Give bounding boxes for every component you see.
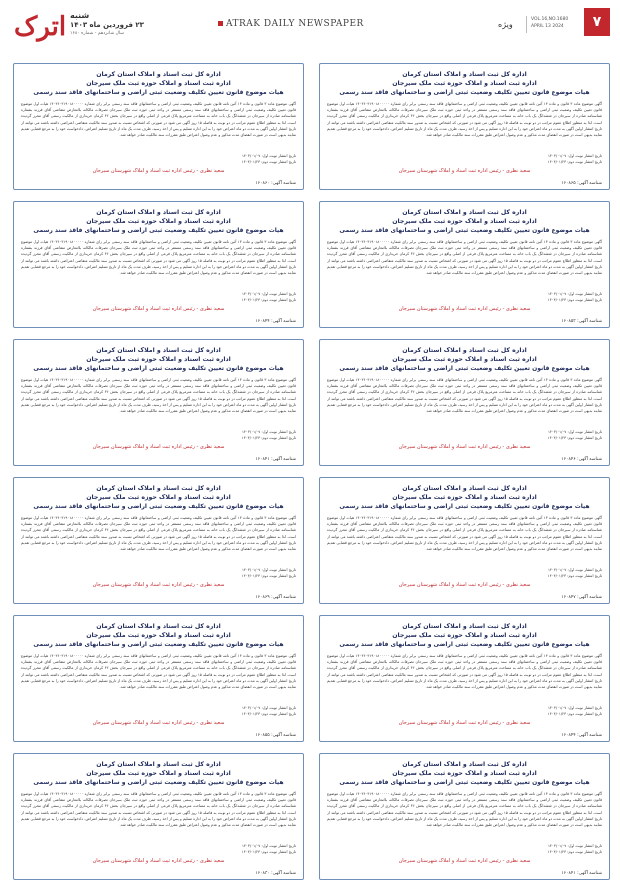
notice-l6 (13, 753, 304, 880)
notice-r5 (319, 615, 610, 742)
date-second: تاریخ انتشار نوبت دوم: ۱۴۰۳/۰۱/۲۳ (241, 712, 296, 716)
date-second: تاریخ انتشار نوبت دوم: ۱۴۰۳/۰۱/۲۳ (547, 298, 602, 302)
notice-id-value: ۱۶۰۸۶۹ (255, 595, 270, 600)
date-second: تاریخ انتشار نوبت دوم: ۱۴۰۳/۰۱/۲۳ (547, 160, 602, 164)
notice-title-3: هیات موضوع قانون تعیین تکلیف وضعیت ثبتی اراضی و ساختمانهای فاقد سند رسمی (339, 779, 590, 786)
notice-title-2: اداره ثبت اسناد و املاک حوزه ثبت ملک سیرجان (392, 494, 537, 501)
notice-l3 (13, 339, 304, 466)
issue-info: سال شانزدهم - شماره ۱۶۸۰ (70, 31, 124, 36)
notice-dates (21, 429, 296, 441)
notice-id-value: ۱۶۰۸۴۱ (561, 871, 576, 876)
notice-title-3: هیات موضوع قانون تعیین تکلیف وضعیت ثبتی اراضی و ساختمانهای فاقد سند رسمی (339, 641, 590, 648)
date-second: تاریخ انتشار نوبت دوم: ۱۴۰۳/۰۱/۲۳ (547, 850, 602, 854)
notice-title-3: هیات موضوع قانون تعیین تکلیف وضعیت ثبتی اراضی و ساختمانهای فاقد سند رسمی (33, 89, 284, 96)
notice-id-label: شناسه آگهی: (271, 871, 296, 876)
notice-title-3: هیات موضوع قانون تعیین تکلیف وضعیت ثبتی اراضی و ساختمانهای فاقد سند رسمی (339, 227, 590, 234)
notice-dates (21, 567, 296, 579)
notice-id (561, 457, 602, 462)
notice-dates (327, 153, 602, 165)
notice-title-3: هیات موضوع قانون تعیین تکلیف وضعیت ثبتی اراضی و ساختمانهای فاقد سند رسمی (339, 503, 590, 510)
date-second: تاریخ انتشار نوبت دوم: ۱۴۰۳/۰۱/۲۳ (241, 436, 296, 440)
notice-id (561, 871, 602, 876)
notice-dates (327, 705, 602, 717)
notice-signature: سعید نظری - رئیس اداره ثبت اسناد و املاک شهرستان سیرجان (92, 306, 225, 312)
date-first: تاریخ انتشار نوبت اول: ۱۴۰۳/۰۱/۰۷ (547, 844, 602, 848)
notice-title-1: اداره کل ثبت اسناد و املاک استان کرمان (402, 623, 527, 630)
notice-id (561, 319, 602, 324)
notice-r4 (319, 477, 610, 604)
notice-id-label: شناسه آگهی: (271, 733, 296, 738)
notice-title-2: اداره ثبت اسناد و املاک حوزه ثبت ملک سیرجان (392, 80, 537, 87)
notice-title-1: اداره کل ثبت اسناد و املاک استان کرمان (96, 485, 221, 492)
notice-id (255, 595, 296, 600)
date-first: تاریخ انتشار نوبت اول: ۱۴۰۳/۰۱/۰۷ (547, 154, 602, 158)
notice-id-value: ۱۶۰۸۶۵ (561, 181, 576, 186)
notice-id (561, 181, 602, 186)
notice-title-1: اداره کل ثبت اسناد و املاک استان کرمان (402, 347, 527, 354)
notice-id (255, 871, 296, 876)
notice-signature: سعید نظری - رئیس اداره ثبت اسناد و املاک شهرستان سیرجان (398, 720, 531, 726)
notice-l2 (13, 201, 304, 328)
notice-title-2: اداره ثبت اسناد و املاک حوزه ثبت ملک سیرجان (392, 632, 537, 639)
notice-r6 (319, 753, 610, 880)
notice-title-3: هیات موضوع قانون تعیین تکلیف وضعیت ثبتی اراضی و ساختمانهای فاقد سند رسمی (33, 365, 284, 372)
notice-body: آگهی موضوع ماده ۳ قانون و ماده ۱۳ آئین نامه قانون تعیین تکلیف وضعیت ثبتی اراضی و ساختمانهای فاقد سند رسمی برابر رای شماره ۱۴۰۳۶۰۳۱۹۰۱۸۰۰۰۰۰ هیات اول موضوع قانون تعیین تکلیف وضعیت ثبتی اراضی و ساختمانهای فاقد سند رسمی مستقر در واحد ثبتی حوزه ثبت ملک سیرجان تصرفات مالکانه بلامعارض متقاضی آقای فرزند بشماره شناسنامه صادره از سیرجان در ششدانگ یک باب خانه به مساحت مترمربع پلاک فرعی از اصلی واقع در سیرجان بخش ۳۶ کرمان خریداری از مالکیت رسمی آقای محرز گردیده است. لذا به منظور اطلاع عموم مراتب در دو نوبت به فاصله ۱۵ روز آگهی می شود در صورتی که اشخاص نسبت به صدور سند مالکیت متقاضی اعتراضی داشته باشند می توانند از تاریخ انتشار اولین آگهی به مدت دو ماه اعتراض خود را به این اداره تسلیم و پس از اخذ رسید، ظرف مدت یک ماه از تاریخ تسلیم اعتراض، دادخواست خود را به مرجع قضایی تقدیم نمایند بدیهی است در صورت انقضای مدت مذکور و عدم وصول اعتراض طبق مقررات سند مالکیت صادر خواهد شد. (21, 654, 296, 690)
notice-title-2: اداره ثبت اسناد و املاک حوزه ثبت ملک سیرجان (86, 80, 231, 87)
notice-id-label: شناسه آگهی: (577, 319, 602, 324)
notice-id-value: ۱۶۰۸۴۱ (255, 457, 270, 462)
notice-body: آگهی موضوع ماده ۳ قانون و ماده ۱۳ آئین نامه قانون تعیین تکلیف وضعیت ثبتی اراضی و ساختمانهای فاقد سند رسمی برابر رای شماره ۱۴۰۳۶۰۳۱۹۰۱۸۰۰۰۰۰ هیات اول موضوع قانون تعیین تکلیف وضعیت ثبتی اراضی و ساختمانهای فاقد سند رسمی مستقر در واحد ثبتی حوزه ثبت ملک سیرجان تصرفات مالکانه بلامعارض متقاضی آقای فرزند بشماره شناسنامه صادره از سیرجان در ششدانگ یک باب خانه به مساحت مترمربع پلاک فرعی از اصلی واقع در سیرجان بخش ۳۶ کرمان خریداری از مالکیت رسمی آقای محرز گردیده است. لذا به منظور اطلاع عموم مراتب در دو نوبت به فاصله ۱۵ روز آگهی می شود در صورتی که اشخاص نسبت به صدور سند مالکیت متقاضی اعتراضی داشته باشند می توانند از تاریخ انتشار اولین آگهی به مدت دو ماه اعتراض خود را به این اداره تسلیم و پس از اخذ رسید، ظرف مدت یک ماه از تاریخ تسلیم اعتراض، دادخواست خود را به مرجع قضایی تقدیم نمایند بدیهی است در صورت انقضای مدت مذکور و عدم وصول اعتراض طبق مقررات سند مالکیت صادر خواهد شد. (21, 792, 296, 828)
notice-signature: سعید نظری - رئیس اداره ثبت اسناد و املاک شهرستان سیرجان (398, 306, 531, 312)
date-first: تاریخ انتشار نوبت اول: ۱۴۰۳/۰۱/۰۷ (547, 706, 602, 710)
notice-id (561, 733, 602, 738)
notice-title-2: اداره ثبت اسناد و املاک حوزه ثبت ملک سیرجان (392, 770, 537, 777)
date-second: تاریخ انتشار نوبت دوم: ۱۴۰۳/۰۱/۲۳ (547, 574, 602, 578)
notice-signature: سعید نظری - رئیس اداره ثبت اسناد و املاک شهرستان سیرجان (398, 582, 531, 588)
notice-title-2: اداره ثبت اسناد و املاک حوزه ثبت ملک سیرجان (86, 770, 231, 777)
notice-dates (327, 429, 602, 441)
notice-dates (21, 153, 296, 165)
notice-id-label: شناسه آگهی: (577, 871, 602, 876)
notice-id-value: ۱۶۰۸۵۳ (561, 319, 576, 324)
notice-title-1: اداره کل ثبت اسناد و املاک استان کرمان (96, 71, 221, 78)
notice-body: آگهی موضوع ماده ۳ قانون و ماده ۱۳ آئین نامه قانون تعیین تکلیف وضعیت ثبتی اراضی و ساختمانهای فاقد سند رسمی برابر رای شماره ۱۴۰۳۶۰۳۱۹۰۱۸۰۰۰۰۰ هیات اول موضوع قانون تعیین تکلیف وضعیت ثبتی اراضی و ساختمانهای فاقد سند رسمی مستقر در واحد ثبتی حوزه ثبت ملک سیرجان تصرفات مالکانه بلامعارض متقاضی آقای فرزند بشماره شناسنامه صادره از سیرجان در ششدانگ یک باب خانه به مساحت مترمربع پلاک فرعی از اصلی واقع در سیرجان بخش ۳۶ کرمان خریداری از مالکیت رسمی آقای محرز گردیده است. لذا به منظور اطلاع عموم مراتب در دو نوبت به فاصله ۱۵ روز آگهی می شود در صورتی که اشخاص نسبت به صدور سند مالکیت متقاضی اعتراضی داشته باشند می توانند از تاریخ انتشار اولین آگهی به مدت دو ماه اعتراض خود را به این اداره تسلیم و پس از اخذ رسید، ظرف مدت یک ماه از تاریخ تسلیم اعتراض، دادخواست خود را به مرجع قضایی تقدیم نمایند بدیهی است در صورت انقضای مدت مذکور و عدم وصول اعتراض طبق مقررات سند مالکیت صادر خواهد شد. (327, 792, 602, 828)
notice-signature: سعید نظری - رئیس اداره ثبت اسناد و املاک شهرستان سیرجان (92, 720, 225, 726)
notice-dates (21, 843, 296, 855)
notice-title-3: هیات موضوع قانون تعیین تکلیف وضعیت ثبتی اراضی و ساختمانهای فاقد سند رسمی (339, 89, 590, 96)
date-second: تاریخ انتشار نوبت دوم: ۱۴۰۳/۰۱/۲۳ (547, 436, 602, 440)
notice-id-value: ۱۶۰۸۵۵ (255, 733, 270, 738)
notice-id-label: شناسه آگهی: (271, 457, 296, 462)
notice-title-3: هیات موضوع قانون تعیین تکلیف وضعیت ثبتی اراضی و ساختمانهای فاقد سند رسمی (339, 365, 590, 372)
notice-signature: سعید نظری - رئیس اداره ثبت اسناد و املاک شهرستان سیرجان (398, 168, 531, 174)
volume-number: VOL.16,NO.1680 (531, 17, 569, 22)
notice-title-3: هیات موضوع قانون تعیین تکلیف وضعیت ثبتی اراضی و ساختمانهای فاقد سند رسمی (33, 503, 284, 510)
bullet-icon (218, 21, 223, 26)
notice-id (255, 319, 296, 324)
notice-id (255, 457, 296, 462)
notice-title-3: هیات موضوع قانون تعیین تکلیف وضعیت ثبتی اراضی و ساختمانهای فاقد سند رسمی (33, 227, 284, 234)
notice-id-label: شناسه آگهی: (271, 595, 296, 600)
notice-signature: سعید نظری - رئیس اداره ثبت اسناد و املاک شهرستان سیرجان (92, 168, 225, 174)
notice-title-1: اداره کل ثبت اسناد و املاک استان کرمان (402, 209, 527, 216)
notice-id-label: شناسه آگهی: (271, 181, 296, 186)
notice-title-1: اداره کل ثبت اسناد و املاک استان کرمان (96, 761, 221, 768)
page-section-label: ویژه (498, 20, 513, 29)
notice-body: آگهی موضوع ماده ۳ قانون و ماده ۱۳ آئین نامه قانون تعیین تکلیف وضعیت ثبتی اراضی و ساختمانهای فاقد سند رسمی برابر رای شماره ۱۴۰۳۶۰۳۱۹۰۱۸۰۰۰۰۰ هیات اول موضوع قانون تعیین تکلیف وضعیت ثبتی اراضی و ساختمانهای فاقد سند رسمی مستقر در واحد ثبتی حوزه ثبت ملک سیرجان تصرفات مالکانه بلامعارض متقاضی آقای فرزند بشماره شناسنامه صادره از سیرجان در ششدانگ یک باب خانه به مساحت مترمربع پلاک فرعی از اصلی واقع در سیرجان بخش ۳۶ کرمان خریداری از مالکیت رسمی آقای محرز گردیده است. لذا به منظور اطلاع عموم مراتب در دو نوبت به فاصله ۱۵ روز آگهی می شود در صورتی که اشخاص نسبت به صدور سند مالکیت متقاضی اعتراضی داشته باشند می توانند از تاریخ انتشار اولین آگهی به مدت دو ماه اعتراض خود را به این اداره تسلیم و پس از اخذ رسید، ظرف مدت یک ماه از تاریخ تسلیم اعتراض، دادخواست خود را به مرجع قضایی تقدیم نمایند بدیهی است در صورت انقضای مدت مذکور و عدم وصول اعتراض طبق مقررات سند مالکیت صادر خواهد شد. (327, 102, 602, 138)
full-date: ۲۳ فروردین ماه ۱۴۰۳ (70, 21, 144, 29)
date-first: تاریخ انتشار نوبت اول: ۱۴۰۳/۰۱/۰۷ (547, 430, 602, 434)
notice-title-1: اداره کل ثبت اسناد و املاک استان کرمان (96, 209, 221, 216)
date-block (70, 11, 220, 36)
notice-title-2: اداره ثبت اسناد و املاک حوزه ثبت ملک سیرجان (86, 632, 231, 639)
notice-id-value: ۱۶۰۸۴۴ (255, 319, 270, 324)
notice-title-3: هیات موضوع قانون تعیین تکلیف وضعیت ثبتی اراضی و ساختمانهای فاقد سند رسمی (33, 779, 284, 786)
page-number: ۷ (584, 8, 610, 36)
day-name: شنبه (70, 11, 90, 20)
notice-signature: سعید نظری - رئیس اداره ثبت اسناد و املاک شهرستان سیرجان (398, 858, 531, 864)
notice-signature: سعید نظری - رئیس اداره ثبت اسناد و املاک شهرستان سیرجان (92, 858, 225, 864)
date-first: تاریخ انتشار نوبت اول: ۱۴۰۳/۰۱/۰۷ (241, 154, 296, 158)
newspaper-logo: اترک (14, 12, 67, 42)
notice-title-1: اداره کل ثبت اسناد و املاک استان کرمان (96, 347, 221, 354)
notice-l1 (13, 63, 304, 190)
notice-id-value: ۱۶۰۸۴۷ (561, 595, 576, 600)
paper-name (218, 19, 364, 29)
notice-id-value: ۱۶۰۸۴۴ (561, 733, 576, 738)
notice-title-1: اداره کل ثبت اسناد و املاک استان کرمان (402, 485, 527, 492)
notice-signature: سعید نظری - رئیس اداره ثبت اسناد و املاک شهرستان سیرجان (398, 444, 531, 450)
notice-body: آگهی موضوع ماده ۳ قانون و ماده ۱۳ آئین نامه قانون تعیین تکلیف وضعیت ثبتی اراضی و ساختمانهای فاقد سند رسمی برابر رای شماره ۱۴۰۳۶۰۳۱۹۰۱۸۰۰۰۰۰ هیات اول موضوع قانون تعیین تکلیف وضعیت ثبتی اراضی و ساختمانهای فاقد سند رسمی مستقر در واحد ثبتی حوزه ثبت ملک سیرجان تصرفات مالکانه بلامعارض متقاضی آقای فرزند بشماره شناسنامه صادره از سیرجان در ششدانگ یک باب خانه به مساحت مترمربع پلاک فرعی از اصلی واقع در سیرجان بخش ۳۶ کرمان خریداری از مالکیت رسمی آقای محرز گردیده است. لذا به منظور اطلاع عموم مراتب در دو نوبت به فاصله ۱۵ روز آگهی می شود در صورتی که اشخاص نسبت به صدور سند مالکیت متقاضی اعتراضی داشته باشند می توانند از تاریخ انتشار اولین آگهی به مدت دو ماه اعتراض خود را به این اداره تسلیم و پس از اخذ رسید، ظرف مدت یک ماه از تاریخ تسلیم اعتراض، دادخواست خود را به مرجع قضایی تقدیم نمایند بدیهی است در صورت انقضای مدت مذکور و عدم وصول اعتراض طبق مقررات سند مالکیت صادر خواهد شد. (327, 240, 602, 276)
notice-body: آگهی موضوع ماده ۳ قانون و ماده ۱۳ آئین نامه قانون تعیین تکلیف وضعیت ثبتی اراضی و ساختمانهای فاقد سند رسمی برابر رای شماره ۱۴۰۳۶۰۳۱۹۰۱۸۰۰۰۰۰ هیات اول موضوع قانون تعیین تکلیف وضعیت ثبتی اراضی و ساختمانهای فاقد سند رسمی مستقر در واحد ثبتی حوزه ثبت ملک سیرجان تصرفات مالکانه بلامعارض متقاضی آقای فرزند بشماره شناسنامه صادره از سیرجان در ششدانگ یک باب خانه به مساحت مترمربع پلاک فرعی از اصلی واقع در سیرجان بخش ۳۶ کرمان خریداری از مالکیت رسمی آقای محرز گردیده است. لذا به منظور اطلاع عموم مراتب در دو نوبت به فاصله ۱۵ روز آگهی می شود در صورتی که اشخاص نسبت به صدور سند مالکیت متقاضی اعتراضی داشته باشند می توانند از تاریخ انتشار اولین آگهی به مدت دو ماه اعتراض خود را به این اداره تسلیم و پس از اخذ رسید، ظرف مدت یک ماه از تاریخ تسلیم اعتراض، دادخواست خود را به مرجع قضایی تقدیم نمایند بدیهی است در صورت انقضای مدت مذکور و عدم وصول اعتراض طبق مقررات سند مالکیت صادر خواهد شد. (21, 516, 296, 552)
notice-title-1: اداره کل ثبت اسناد و املاک استان کرمان (402, 761, 527, 768)
notice-signature: سعید نظری - رئیس اداره ثبت اسناد و املاک شهرستان سیرجان (92, 444, 225, 450)
notice-signature: سعید نظری - رئیس اداره ثبت اسناد و املاک شهرستان سیرجان (92, 582, 225, 588)
notice-id (561, 595, 602, 600)
date-second: تاریخ انتشار نوبت دوم: ۱۴۰۳/۰۱/۲۳ (241, 160, 296, 164)
notice-r1 (319, 63, 610, 190)
notice-body: آگهی موضوع ماده ۳ قانون و ماده ۱۳ آئین نامه قانون تعیین تکلیف وضعیت ثبتی اراضی و ساختمانهای فاقد سند رسمی برابر رای شماره ۱۴۰۳۶۰۳۱۹۰۱۸۰۰۰۰۰ هیات اول موضوع قانون تعیین تکلیف وضعیت ثبتی اراضی و ساختمانهای فاقد سند رسمی مستقر در واحد ثبتی حوزه ثبت ملک سیرجان تصرفات مالکانه بلامعارض متقاضی آقای فرزند بشماره شناسنامه صادره از سیرجان در ششدانگ یک باب خانه به مساحت مترمربع پلاک فرعی از اصلی واقع در سیرجان بخش ۳۶ کرمان خریداری از مالکیت رسمی آقای محرز گردیده است. لذا به منظور اطلاع عموم مراتب در دو نوبت به فاصله ۱۵ روز آگهی می شود در صورتی که اشخاص نسبت به صدور سند مالکیت متقاضی اعتراضی داشته باشند می توانند از تاریخ انتشار اولین آگهی به مدت دو ماه اعتراض خود را به این اداره تسلیم و پس از اخذ رسید، ظرف مدت یک ماه از تاریخ تسلیم اعتراض، دادخواست خود را به مرجع قضایی تقدیم نمایند بدیهی است در صورت انقضای مدت مذکور و عدم وصول اعتراض طبق مقررات سند مالکیت صادر خواهد شد. (21, 378, 296, 414)
date-second: تاریخ انتشار نوبت دوم: ۱۴۰۳/۰۱/۲۳ (241, 574, 296, 578)
notice-id-value: ۱۶۰۸۶۰ (255, 181, 270, 186)
notice-id-value: ۱۶۰۸۳۰ (255, 871, 270, 876)
notice-dates (327, 567, 602, 579)
notice-dates (327, 291, 602, 303)
date-first: تاریخ انتشار نوبت اول: ۱۴۰۳/۰۱/۰۷ (547, 292, 602, 296)
date-first: تاریخ انتشار نوبت اول: ۱۴۰۳/۰۱/۰۷ (241, 430, 296, 434)
date-second: تاریخ انتشار نوبت دوم: ۱۴۰۳/۰۱/۲۳ (241, 850, 296, 854)
notice-title-2: اداره ثبت اسناد و املاک حوزه ثبت ملک سیرجان (86, 356, 231, 363)
notice-dates (327, 843, 602, 855)
notice-body: آگهی موضوع ماده ۳ قانون و ماده ۱۳ آئین نامه قانون تعیین تکلیف وضعیت ثبتی اراضی و ساختمانهای فاقد سند رسمی برابر رای شماره ۱۴۰۳۶۰۳۱۹۰۱۸۰۰۰۰۰ هیات اول موضوع قانون تعیین تکلیف وضعیت ثبتی اراضی و ساختمانهای فاقد سند رسمی مستقر در واحد ثبتی حوزه ثبت ملک سیرجان تصرفات مالکانه بلامعارض متقاضی آقای فرزند بشماره شناسنامه صادره از سیرجان در ششدانگ یک باب خانه به مساحت مترمربع پلاک فرعی از اصلی واقع در سیرجان بخش ۳۶ کرمان خریداری از مالکیت رسمی آقای محرز گردیده است. لذا به منظور اطلاع عموم مراتب در دو نوبت به فاصله ۱۵ روز آگهی می شود در صورتی که اشخاص نسبت به صدور سند مالکیت متقاضی اعتراضی داشته باشند می توانند از تاریخ انتشار اولین آگهی به مدت دو ماه اعتراض خود را به این اداره تسلیم و پس از اخذ رسید، ظرف مدت یک ماه از تاریخ تسلیم اعتراض، دادخواست خود را به مرجع قضایی تقدیم نمایند بدیهی است در صورت انقضای مدت مذکور و عدم وصول اعتراض طبق مقررات سند مالکیت صادر خواهد شد. (21, 240, 296, 276)
notice-r2 (319, 201, 610, 328)
notice-title-2: اداره ثبت اسناد و املاک حوزه ثبت ملک سیرجان (392, 356, 537, 363)
date-first: تاریخ انتشار نوبت اول: ۱۴۰۳/۰۱/۰۷ (241, 844, 296, 848)
notice-dates (21, 291, 296, 303)
notice-body: آگهی موضوع ماده ۳ قانون و ماده ۱۳ آئین نامه قانون تعیین تکلیف وضعیت ثبتی اراضی و ساختمانهای فاقد سند رسمی برابر رای شماره ۱۴۰۳۶۰۳۱۹۰۱۸۰۰۰۰۰ هیات اول موضوع قانون تعیین تکلیف وضعیت ثبتی اراضی و ساختمانهای فاقد سند رسمی مستقر در واحد ثبتی حوزه ثبت ملک سیرجان تصرفات مالکانه بلامعارض متقاضی آقای فرزند بشماره شناسنامه صادره از سیرجان در ششدانگ یک باب خانه به مساحت مترمربع پلاک فرعی از اصلی واقع در سیرجان بخش ۳۶ کرمان خریداری از مالکیت رسمی آقای محرز گردیده است. لذا به منظور اطلاع عموم مراتب در دو نوبت به فاصله ۱۵ روز آگهی می شود در صورتی که اشخاص نسبت به صدور سند مالکیت متقاضی اعتراضی داشته باشند می توانند از تاریخ انتشار اولین آگهی به مدت دو ماه اعتراض خود را به این اداره تسلیم و پس از اخذ رسید، ظرف مدت یک ماه از تاریخ تسلیم اعتراض، دادخواست خود را به مرجع قضایی تقدیم نمایند بدیهی است در صورت انقضای مدت مذکور و عدم وصول اعتراض طبق مقررات سند مالکیت صادر خواهد شد. (327, 378, 602, 414)
notice-id-label: شناسه آگهی: (577, 181, 602, 186)
notice-dates (21, 705, 296, 717)
notice-id-label: شناسه آگهی: (577, 457, 602, 462)
notice-l4 (13, 477, 304, 604)
paper-name-text: ATRAK DAILY NEWSPAPER (226, 19, 364, 29)
notice-id-value: ۱۶۰۸۴۶ (561, 457, 576, 462)
notice-body: آگهی موضوع ماده ۳ قانون و ماده ۱۳ آئین نامه قانون تعیین تکلیف وضعیت ثبتی اراضی و ساختمانهای فاقد سند رسمی برابر رای شماره ۱۴۰۳۶۰۳۱۹۰۱۸۰۰۰۰۰ هیات اول موضوع قانون تعیین تکلیف وضعیت ثبتی اراضی و ساختمانهای فاقد سند رسمی مستقر در واحد ثبتی حوزه ثبت ملک سیرجان تصرفات مالکانه بلامعارض متقاضی آقای فرزند بشماره شناسنامه صادره از سیرجان در ششدانگ یک باب خانه به مساحت مترمربع پلاک فرعی از اصلی واقع در سیرجان بخش ۳۶ کرمان خریداری از مالکیت رسمی آقای محرز گردیده است. لذا به منظور اطلاع عموم مراتب در دو نوبت به فاصله ۱۵ روز آگهی می شود در صورتی که اشخاص نسبت به صدور سند مالکیت متقاضی اعتراضی داشته باشند می توانند از تاریخ انتشار اولین آگهی به مدت دو ماه اعتراض خود را به این اداره تسلیم و پس از اخذ رسید، ظرف مدت یک ماه از تاریخ تسلیم اعتراض، دادخواست خود را به مرجع قضایی تقدیم نمایند بدیهی است در صورت انقضای مدت مذکور و عدم وصول اعتراض طبق مقررات سند مالکیت صادر خواهد شد. (327, 654, 602, 690)
volume-box (526, 16, 583, 33)
notice-r3 (319, 339, 610, 466)
notice-id (255, 181, 296, 186)
notice-body: آگهی موضوع ماده ۳ قانون و ماده ۱۳ آئین نامه قانون تعیین تکلیف وضعیت ثبتی اراضی و ساختمانهای فاقد سند رسمی برابر رای شماره ۱۴۰۳۶۰۳۱۹۰۱۸۰۰۰۰۰ هیات اول موضوع قانون تعیین تکلیف وضعیت ثبتی اراضی و ساختمانهای فاقد سند رسمی مستقر در واحد ثبتی حوزه ثبت ملک سیرجان تصرفات مالکانه بلامعارض متقاضی آقای فرزند بشماره شناسنامه صادره از سیرجان در ششدانگ یک باب خانه به مساحت مترمربع پلاک فرعی از اصلی واقع در سیرجان بخش ۳۶ کرمان خریداری از مالکیت رسمی آقای محرز گردیده است. لذا به منظور اطلاع عموم مراتب در دو نوبت به فاصله ۱۵ روز آگهی می شود در صورتی که اشخاص نسبت به صدور سند مالکیت متقاضی اعتراضی داشته باشند می توانند از تاریخ انتشار اولین آگهی به مدت دو ماه اعتراض خود را به این اداره تسلیم و پس از اخذ رسید، ظرف مدت یک ماه از تاریخ تسلیم اعتراض، دادخواست خود را به مرجع قضایی تقدیم نمایند بدیهی است در صورت انقضای مدت مذکور و عدم وصول اعتراض طبق مقررات سند مالکیت صادر خواهد شد. (327, 516, 602, 552)
date-first: تاریخ انتشار نوبت اول: ۱۴۰۳/۰۱/۰۷ (241, 706, 296, 710)
notice-id-label: شناسه آگهی: (577, 733, 602, 738)
volume-date: APRIL 13 2024 (531, 24, 564, 29)
notice-l5 (13, 615, 304, 742)
date-second: تاریخ انتشار نوبت دوم: ۱۴۰۳/۰۱/۲۳ (547, 712, 602, 716)
date-first: تاریخ انتشار نوبت اول: ۱۴۰۳/۰۱/۰۷ (547, 568, 602, 572)
notice-title-3: هیات موضوع قانون تعیین تکلیف وضعیت ثبتی اراضی و ساختمانهای فاقد سند رسمی (33, 641, 284, 648)
notice-id-label: شناسه آگهی: (271, 319, 296, 324)
notice-title-2: اداره ثبت اسناد و املاک حوزه ثبت ملک سیرجان (86, 218, 231, 225)
notice-title-2: اداره ثبت اسناد و املاک حوزه ثبت ملک سیرجان (392, 218, 537, 225)
date-first: تاریخ انتشار نوبت اول: ۱۴۰۳/۰۱/۰۷ (241, 292, 296, 296)
notice-title-1: اداره کل ثبت اسناد و املاک استان کرمان (402, 71, 527, 78)
date-second: تاریخ انتشار نوبت دوم: ۱۴۰۳/۰۱/۲۳ (241, 298, 296, 302)
notice-id-label: شناسه آگهی: (577, 595, 602, 600)
notice-id (255, 733, 296, 738)
notice-title-1: اداره کل ثبت اسناد و املاک استان کرمان (96, 623, 221, 630)
date-first: تاریخ انتشار نوبت اول: ۱۴۰۳/۰۱/۰۷ (241, 568, 296, 572)
page-header (0, 0, 620, 58)
notice-body: آگهی موضوع ماده ۳ قانون و ماده ۱۳ آئین نامه قانون تعیین تکلیف وضعیت ثبتی اراضی و ساختمانهای فاقد سند رسمی برابر رای شماره ۱۴۰۳۶۰۳۱۹۰۱۸۰۰۰۰۰ هیات اول موضوع قانون تعیین تکلیف وضعیت ثبتی اراضی و ساختمانهای فاقد سند رسمی مستقر در واحد ثبتی حوزه ثبت ملک سیرجان تصرفات مالکانه بلامعارض متقاضی آقای فرزند بشماره شناسنامه صادره از سیرجان در ششدانگ یک باب خانه به مساحت مترمربع پلاک فرعی از اصلی واقع در سیرجان بخش ۳۶ کرمان خریداری از مالکیت رسمی آقای محرز گردیده است. لذا به منظور اطلاع عموم مراتب در دو نوبت به فاصله ۱۵ روز آگهی می شود در صورتی که اشخاص نسبت به صدور سند مالکیت متقاضی اعتراضی داشته باشند می توانند از تاریخ انتشار اولین آگهی به مدت دو ماه اعتراض خود را به این اداره تسلیم و پس از اخذ رسید، ظرف مدت یک ماه از تاریخ تسلیم اعتراض، دادخواست خود را به مرجع قضایی تقدیم نمایند بدیهی است در صورت انقضای مدت مذکور و عدم وصول اعتراض طبق مقررات سند مالکیت صادر خواهد شد. (21, 102, 296, 138)
notice-title-2: اداره ثبت اسناد و املاک حوزه ثبت ملک سیرجان (86, 494, 231, 501)
